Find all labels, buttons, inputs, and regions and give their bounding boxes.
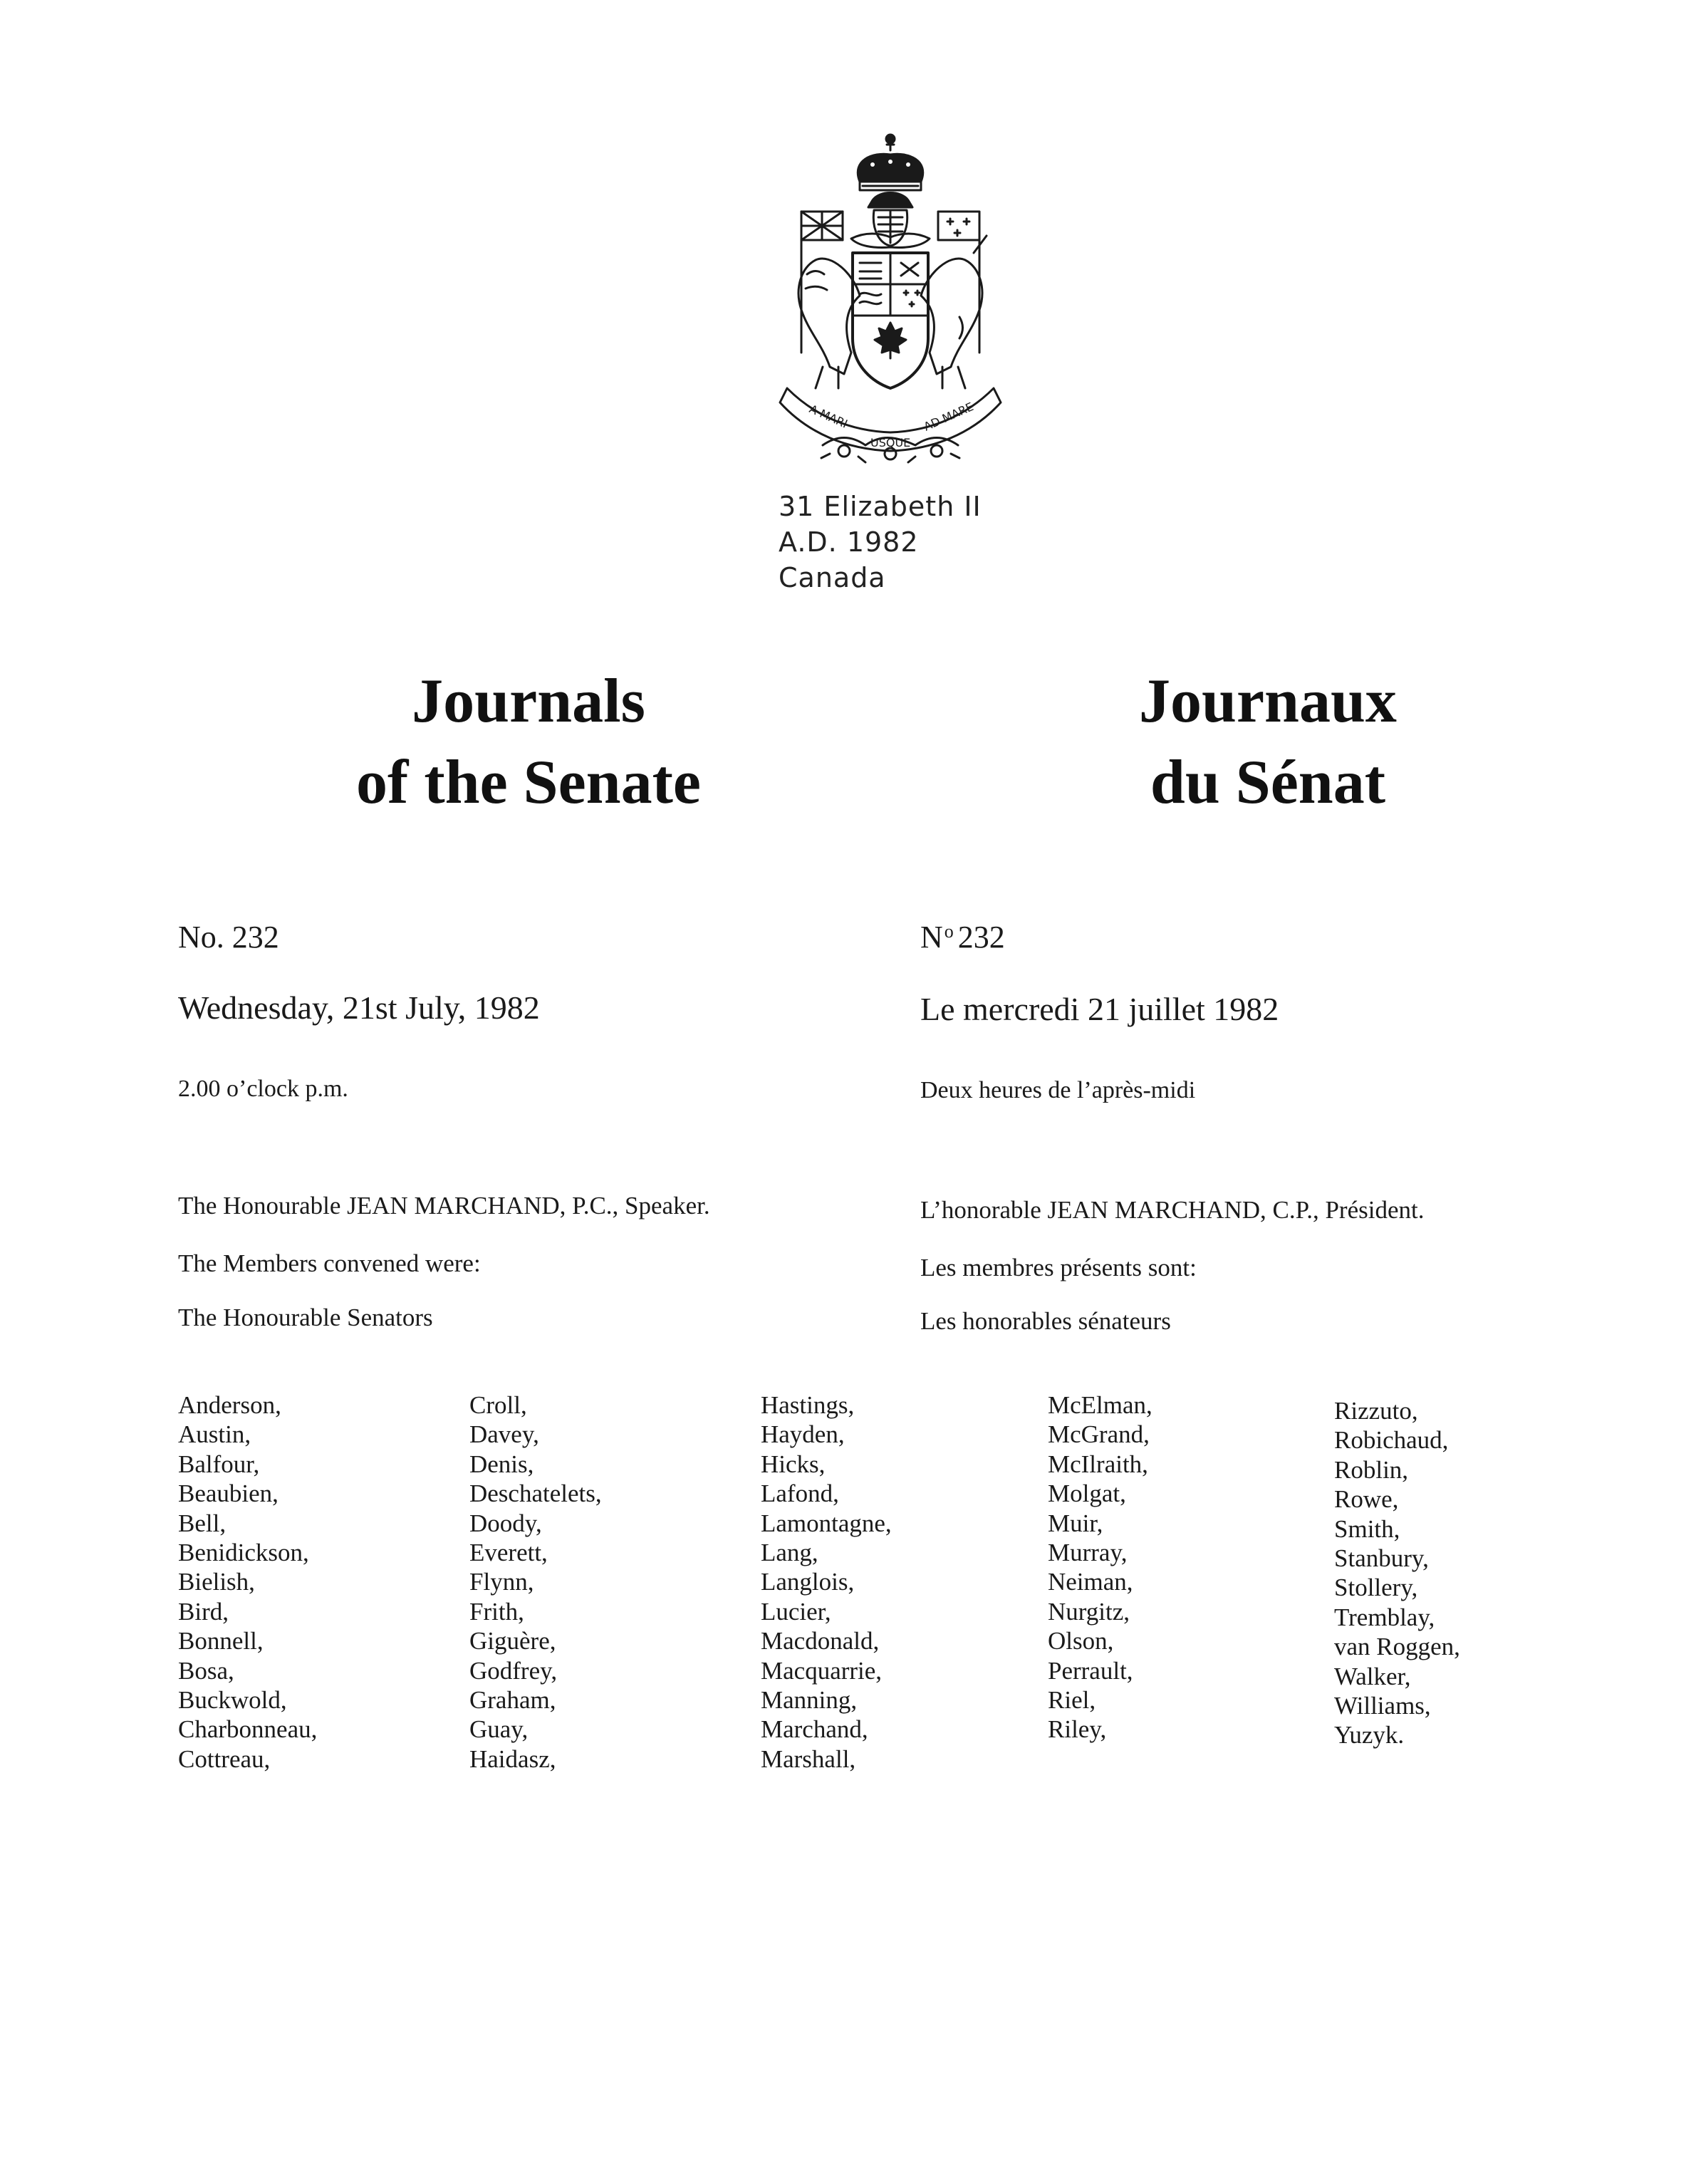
senator-name: Cottreau,: [178, 1744, 271, 1773]
senator-name: Hicks,: [761, 1450, 826, 1478]
senator-name: McGrand,: [1048, 1420, 1150, 1449]
senator-name: Hastings,: [761, 1391, 855, 1419]
senator-name: Olson,: [1048, 1627, 1114, 1655]
crown-icon: [858, 135, 922, 190]
senator-name: Bielish,: [178, 1568, 255, 1596]
helmet-crest-icon: [851, 193, 930, 248]
senator-name: Frith,: [469, 1597, 524, 1626]
senator-name: Benidickson,: [178, 1539, 309, 1567]
motto-right: AD MARE: [921, 400, 976, 434]
convened-french: Les membres présents sont:: [920, 1254, 1197, 1281]
senator-name: Perrault,: [1048, 1656, 1133, 1685]
senators-heading-french: Les honorables sénateurs: [920, 1307, 1171, 1335]
speaker-english: The Honourable JEAN MARCHAND, P.C., Speaker.: [178, 1192, 710, 1220]
regnal-line-1: 31 Elizabeth II: [779, 491, 982, 522]
senator-name: Stollery,: [1334, 1574, 1418, 1602]
date-french: Le mercredi 21 juillet 1982: [920, 991, 1279, 1027]
unicorn-supporter-icon: [921, 236, 987, 388]
senator-name: Marshall,: [761, 1744, 856, 1773]
title-english-line-1: Journals: [412, 667, 645, 736]
coat-of-arms-emblem: [773, 132, 1008, 467]
regnal-line-2: A.D. 1982: [779, 526, 919, 558]
motto-center: USQUE: [870, 436, 911, 449]
senator-name: Deschatelets,: [469, 1480, 602, 1508]
senator-name: Graham,: [469, 1686, 556, 1715]
number-prefix: N: [920, 920, 943, 955]
senator-name: Lucier,: [761, 1597, 831, 1626]
senator-column-3: [761, 1390, 892, 1774]
title-french: [997, 661, 1539, 823]
senator-name: Williams,: [1334, 1692, 1431, 1720]
speaker-french: L’honorable JEAN MARCHAND, C.P., Président.: [920, 1196, 1425, 1224]
senator-name: Riley,: [1048, 1715, 1107, 1744]
regnal-line-3: Canada: [779, 562, 886, 593]
senator-column-1: [178, 1390, 317, 1774]
title-french-line-1: Journaux: [1139, 667, 1397, 736]
senator-name: McIlraith,: [1048, 1450, 1148, 1478]
senator-name: Murray,: [1048, 1539, 1128, 1567]
convened-english: The Members convened were:: [178, 1249, 481, 1277]
senator-name: Bell,: [178, 1509, 227, 1537]
senator-name: Guay,: [469, 1715, 529, 1744]
senator-name: Langlois,: [761, 1568, 855, 1596]
senator-name: Hayden,: [761, 1420, 845, 1449]
senator-name: Bosa,: [178, 1656, 234, 1685]
senator-name: Lafond,: [761, 1480, 839, 1508]
union-flag-icon: [801, 212, 843, 353]
senator-name: Austin,: [178, 1420, 251, 1449]
senator-name: Tremblay,: [1334, 1603, 1435, 1631]
motto-left: A MARI: [807, 402, 850, 431]
time-english: 2.00 o’clock p.m.: [178, 1076, 348, 1102]
regnal-year-block: [779, 489, 982, 596]
senator-name: Flynn,: [469, 1568, 534, 1596]
title-french-line-2: du Sénat: [1150, 748, 1386, 817]
number-value: 232: [957, 920, 1005, 955]
lion-supporter-icon: [798, 259, 860, 388]
senator-name: Doody,: [469, 1509, 542, 1537]
senator-name: Beaubien,: [178, 1480, 279, 1508]
maple-leaf-icon: [875, 323, 906, 358]
shield-icon: [853, 253, 928, 388]
senator-name: Roblin,: [1334, 1455, 1409, 1484]
senator-name: Rizzuto,: [1334, 1397, 1418, 1425]
senator-name: McElman,: [1048, 1391, 1152, 1419]
royal-banner-icon: [938, 212, 979, 353]
senator-name: Yuzyk.: [1334, 1721, 1405, 1749]
senator-name: Smith,: [1334, 1514, 1400, 1543]
senator-name: Nurgitz,: [1048, 1597, 1130, 1626]
senator-name: van Roggen,: [1334, 1633, 1460, 1661]
senator-name: Rowe,: [1334, 1485, 1399, 1514]
senator-name: Macquarrie,: [761, 1656, 883, 1685]
senator-name: Manning,: [761, 1686, 858, 1715]
title-english: [258, 661, 799, 823]
senator-name: Muir,: [1048, 1509, 1103, 1537]
senator-name: Lang,: [761, 1539, 818, 1567]
senator-name: Balfour,: [178, 1450, 260, 1478]
senator-name: Walker,: [1334, 1662, 1411, 1690]
senator-name: Macdonald,: [761, 1627, 880, 1655]
time-french: Deux heures de l’après-midi: [920, 1077, 1196, 1103]
number-superscript: o: [944, 921, 954, 942]
senators-heading-english: The Honourable Senators: [178, 1304, 433, 1331]
senator-name: Buckwold,: [178, 1686, 287, 1715]
senator-column-2: [469, 1390, 602, 1774]
senator-name: Neiman,: [1048, 1568, 1133, 1596]
senator-name: Everett,: [469, 1539, 548, 1567]
senator-column-5: [1334, 1396, 1460, 1750]
senator-name: Bird,: [178, 1597, 229, 1626]
senator-name: Croll,: [469, 1391, 527, 1419]
title-english-line-2: of the Senate: [356, 748, 701, 817]
senator-name: Giguère,: [469, 1627, 556, 1655]
senator-name: Lamontagne,: [761, 1509, 892, 1537]
senator-name: Haidasz,: [469, 1744, 556, 1773]
senator-name: Godfrey,: [469, 1656, 558, 1685]
senator-name: Robichaud,: [1334, 1426, 1449, 1455]
senator-name: Charbonneau,: [178, 1715, 318, 1744]
senator-name: Anderson,: [178, 1391, 281, 1419]
senator-name: Marchand,: [761, 1715, 868, 1744]
issue-number-english: No. 232: [178, 920, 279, 955]
senator-name: Bonnell,: [178, 1627, 264, 1655]
senator-name: Stanbury,: [1334, 1544, 1429, 1573]
senator-name: Molgat,: [1048, 1480, 1126, 1508]
issue-number-french: [920, 919, 1005, 955]
date-english: Wednesday, 21st July, 1982: [178, 989, 540, 1026]
senator-column-4: [1048, 1390, 1152, 1744]
senator-name: Riel,: [1048, 1686, 1096, 1715]
senator-name: Davey,: [469, 1420, 539, 1449]
senator-name: Denis,: [469, 1450, 534, 1478]
